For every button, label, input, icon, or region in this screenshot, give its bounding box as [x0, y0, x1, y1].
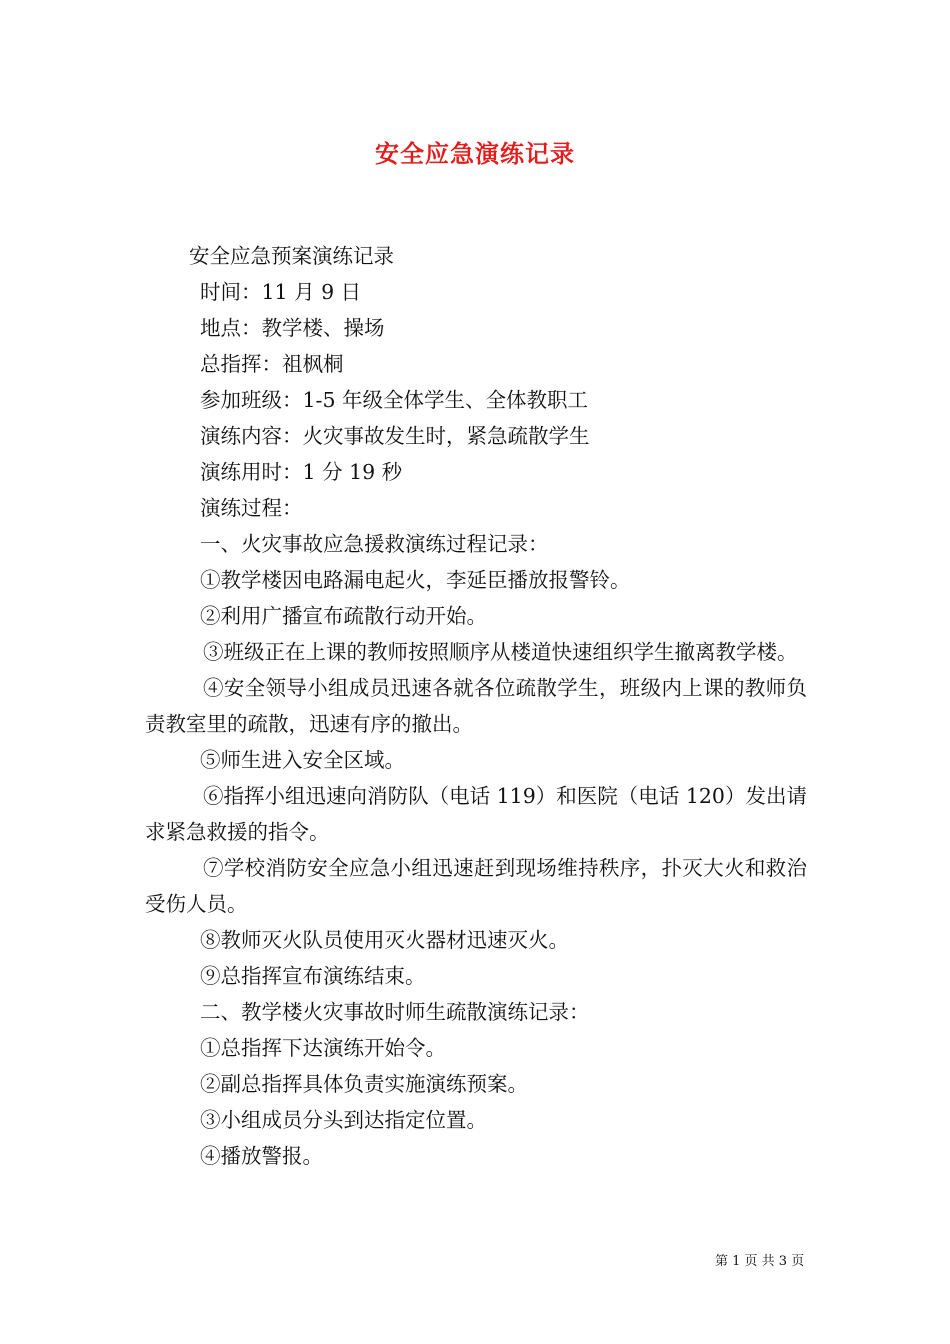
step-paragraph: ③班级正在上课的教师按照顺序从楼道快速组织学生撤离教学楼。 — [203, 640, 798, 664]
info-line-commander: 总指挥：祖枫桐 — [200, 352, 344, 376]
step-line: ③小组成员分头到达指定位置。 — [200, 1108, 487, 1132]
step-line: ①总指挥下达演练开始令。 — [200, 1036, 446, 1060]
info-line-content: 演练内容：火灾事故发生时，紧急疏散学生 — [200, 424, 590, 448]
info-line-time: 时间：11 月 9 日 — [200, 280, 362, 304]
document-title: 安全应急演练记录 — [375, 139, 575, 168]
step-line: ④播放警报。 — [200, 1144, 323, 1168]
info-line-duration: 演练用时：1 分 19 秒 — [200, 460, 403, 484]
section-heading-1: 一、火灾事故应急援救演练过程记录： — [200, 532, 549, 556]
step-paragraph: ④安全领导小组成员迅速各就各位疏散学生，班级内上课的教师负责教室里的疏散，迅速有序的撤出。 — [145, 676, 807, 736]
info-line-location: 地点：教学楼、操场 — [200, 316, 385, 340]
step-line: ⑤师生进入安全区域。 — [200, 748, 405, 772]
step-line: ①教学楼因电路漏电起火，李延臣播放报警铃。 — [200, 568, 631, 592]
info-line-participants: 参加班级：1-5 年级全体学生、全体教职工 — [200, 388, 589, 412]
step-paragraph: ⑥指挥小组迅速向消防队（电话 119）和医院（电话 120）发出请求紧急救援的指令。 — [145, 784, 807, 844]
step-paragraph: ⑦学校消防安全应急小组迅速赶到现场维持秩序，扑灭大火和救治受伤人员。 — [145, 856, 807, 916]
step-line: ⑨总指挥宣布演练结束。 — [200, 964, 426, 988]
section-heading-2: 二、教学楼火灾事故时师生疏散演练记录： — [200, 1000, 590, 1024]
document-body — [145, 238, 807, 1174]
step-line: ②副总指挥具体负责实施演练预案。 — [200, 1072, 528, 1096]
document-subtitle: 安全应急预案演练记录 — [189, 244, 394, 268]
page-number-footer: 第 1 页 共 3 页 — [715, 1254, 805, 1269]
step-line: ⑧教师灭火队员使用灭火器材迅速灭火。 — [200, 928, 569, 952]
step-line: ②利用广播宣布疏散行动开始。 — [200, 604, 487, 628]
info-line-process: 演练过程： — [200, 496, 303, 520]
